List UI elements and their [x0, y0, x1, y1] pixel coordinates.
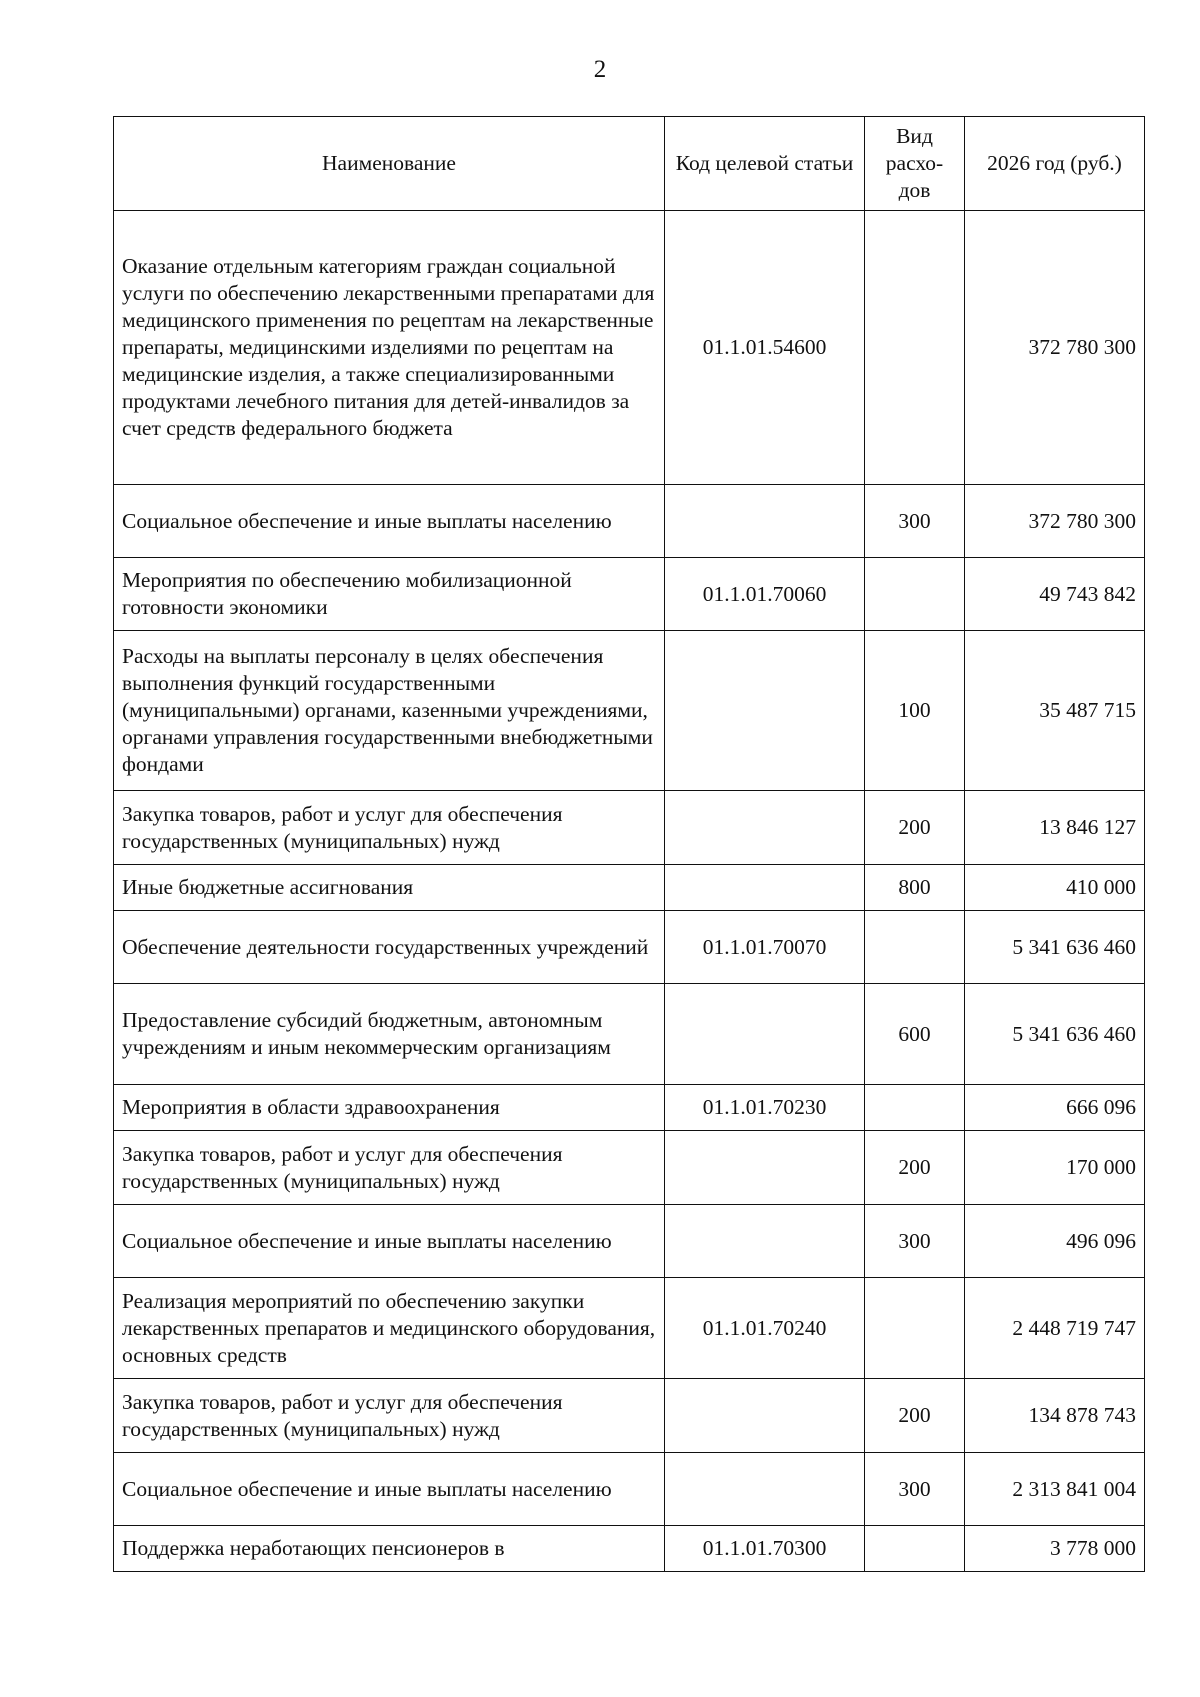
header-type: Вид расхо-дов	[865, 117, 965, 211]
row-type	[865, 211, 965, 485]
row-name: Оказание отдельным категориям граждан социальной услуги по обеспечению лекарственными препаратами для медицинского применения по рецептам на лекарственные препараты, медицинскими изделиями по рецептам на медицинские изделия, а также специализированными продуктами лечебного питания для детей-инвалидов за счет средств федерального бюджета	[114, 211, 665, 485]
row-code: 01.1.01.70230	[665, 1085, 865, 1131]
table-row	[114, 631, 1145, 791]
header-code: Код целевой статьи	[665, 117, 865, 211]
table-row	[114, 1205, 1145, 1278]
row-code: 01.1.01.70060	[665, 558, 865, 631]
row-amount: 134 878 743	[965, 1379, 1145, 1453]
table-row	[114, 911, 1145, 984]
row-name: Поддержка неработающих пенсионеров в	[114, 1526, 665, 1572]
table-row	[114, 211, 1145, 485]
row-code	[665, 485, 865, 558]
row-type	[865, 1526, 965, 1572]
row-code: 01.1.01.70070	[665, 911, 865, 984]
row-name: Социальное обеспечение и иные выплаты населению	[114, 1205, 665, 1278]
row-amount: 410 000	[965, 865, 1145, 911]
row-amount: 13 846 127	[965, 791, 1145, 865]
row-amount: 49 743 842	[965, 558, 1145, 631]
table-row	[114, 865, 1145, 911]
row-type: 800	[865, 865, 965, 911]
table-row	[114, 1131, 1145, 1205]
row-type	[865, 911, 965, 984]
row-code	[665, 791, 865, 865]
row-code	[665, 1205, 865, 1278]
row-type	[865, 1085, 965, 1131]
table-header-row	[114, 117, 1145, 211]
row-code	[665, 984, 865, 1085]
table-row	[114, 558, 1145, 631]
row-code	[665, 865, 865, 911]
row-code	[665, 1379, 865, 1453]
row-type	[865, 558, 965, 631]
row-amount: 5 341 636 460	[965, 911, 1145, 984]
page-number: 2	[593, 56, 607, 83]
row-type: 600	[865, 984, 965, 1085]
row-code	[665, 631, 865, 791]
row-name: Мероприятия по обеспечению мобилизационной готовности экономики	[114, 558, 665, 631]
row-name: Социальное обеспечение и иные выплаты населению	[114, 485, 665, 558]
row-type: 100	[865, 631, 965, 791]
table-row	[114, 984, 1145, 1085]
row-type: 300	[865, 485, 965, 558]
row-name: Закупка товаров, работ и услуг для обеспечения государственных (муниципальных) нужд	[114, 1131, 665, 1205]
table-row	[114, 1379, 1145, 1453]
row-type: 300	[865, 1453, 965, 1526]
row-type: 200	[865, 1131, 965, 1205]
row-name: Социальное обеспечение и иные выплаты населению	[114, 1453, 665, 1526]
row-name: Предоставление субсидий бюджетным, автономным учреждениям и иным некоммерческим организациям	[114, 984, 665, 1085]
row-type	[865, 1278, 965, 1379]
row-name: Иные бюджетные ассигнования	[114, 865, 665, 911]
header-amount: 2026 год (руб.)	[965, 117, 1145, 211]
row-amount: 496 096	[965, 1205, 1145, 1278]
budget-table	[113, 116, 1145, 1572]
row-amount: 5 341 636 460	[965, 984, 1145, 1085]
row-amount: 35 487 715	[965, 631, 1145, 791]
table-row	[114, 1526, 1145, 1572]
row-name: Мероприятия в области здравоохранения	[114, 1085, 665, 1131]
row-amount: 170 000	[965, 1131, 1145, 1205]
row-name: Закупка товаров, работ и услуг для обеспечения государственных (муниципальных) нужд	[114, 791, 665, 865]
row-amount: 372 780 300	[965, 211, 1145, 485]
row-type: 300	[865, 1205, 965, 1278]
row-code: 01.1.01.70240	[665, 1278, 865, 1379]
table-row	[114, 485, 1145, 558]
row-type: 200	[865, 1379, 965, 1453]
row-amount: 3 778 000	[965, 1526, 1145, 1572]
row-name: Расходы на выплаты персоналу в целях обеспечения выполнения функций государственными (муниципальными) органами, казенными учреждениями, органами управления государственными внебюджетными фондами	[114, 631, 665, 791]
row-name: Реализация мероприятий по обеспечению закупки лекарственных препаратов и медицинского оборудования, основных средств	[114, 1278, 665, 1379]
table-row	[114, 791, 1145, 865]
row-code: 01.1.01.70300	[665, 1526, 865, 1572]
row-amount: 2 448 719 747	[965, 1278, 1145, 1379]
row-name: Обеспечение деятельности государственных учреждений	[114, 911, 665, 984]
row-code	[665, 1453, 865, 1526]
row-name: Закупка товаров, работ и услуг для обеспечения государственных (муниципальных) нужд	[114, 1379, 665, 1453]
row-amount: 2 313 841 004	[965, 1453, 1145, 1526]
row-type: 200	[865, 791, 965, 865]
row-amount: 666 096	[965, 1085, 1145, 1131]
header-name: Наименование	[114, 117, 665, 211]
row-amount: 372 780 300	[965, 485, 1145, 558]
table-row	[114, 1085, 1145, 1131]
row-code	[665, 1131, 865, 1205]
table-row	[114, 1453, 1145, 1526]
table-row	[114, 1278, 1145, 1379]
row-code: 01.1.01.54600	[665, 211, 865, 485]
